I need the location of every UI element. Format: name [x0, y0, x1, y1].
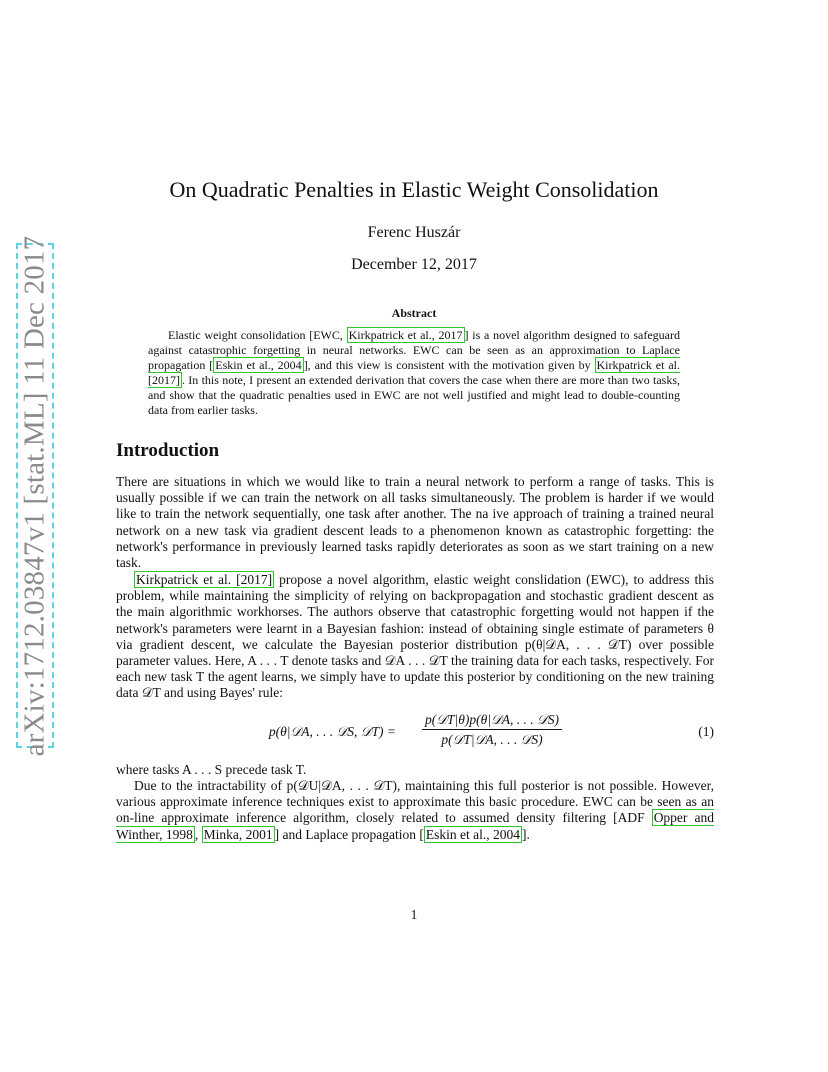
paper-date: December 12, 2017	[351, 256, 477, 273]
page-number: 1	[410, 907, 418, 922]
arxiv-identifier: arXiv:1712.03847v1 [stat.ML] 11 Dec 2017	[18, 235, 51, 756]
citation-link[interactable]: Eskin et al., 2004	[215, 358, 302, 372]
abstract-text-part: ] is a novel algorithm designed to safeguard against catastrophic forgetting in neural networks. EWC can be seen as an approximation to Laplace propagation [	[148, 328, 680, 372]
equation-lhs: p(θ|𝒟A, . . . 𝒟S, 𝒟T) =	[268, 724, 396, 739]
abstract-heading: Abstract	[391, 306, 437, 320]
abstract-text-part: . In this note, I present an extended derivation that covers the case when there are more than two tasks, and show that the quadratic penalties used in EWC are not well justified and might lead to double-counting data from earlier tasks.	[148, 373, 680, 417]
paragraph: where tasks A . . . S precede task T.	[116, 762, 307, 777]
paragraph: There are situations in which we would like to train a neural network to perform a range of tasks. This is usually possible if we can train the network on all tasks simultaneously. The problem is harder if we would like to train the network sequentially, one task after another. The na ive approach of training a trained neural network on a new task via gradient descent leads to a phenomenon known as catastrophic forgetting: the network's performance in previously learned tasks rapidly deteriorates as soon as we start training on a new task.	[116, 474, 714, 571]
citation-link[interactable]: Kirkpatrick et al. [2017]	[136, 572, 273, 587]
section-heading-introduction: Introduction	[116, 440, 220, 461]
paragraph-text: ,	[194, 826, 202, 842]
equation-1	[116, 712, 714, 752]
paragraph-text: ].	[521, 826, 530, 842]
equation-number: (1)	[698, 724, 714, 739]
abstract-text-part: Elastic weight consolidation [EWC,	[168, 328, 347, 342]
citation-link[interactable]: Opper and Winther, 1998	[116, 810, 715, 842]
citation-link[interactable]: Minka, 2001	[203, 826, 273, 842]
paper-title: On Quadratic Penalties in Elastic Weight Consolidation	[169, 177, 659, 202]
abstract-text	[148, 328, 680, 418]
paragraph	[116, 572, 714, 702]
citation-link[interactable]: Kirkpatrick et al. [2017]	[148, 358, 681, 387]
paragraph	[116, 778, 714, 843]
author-name: Ferenc Huszár	[367, 224, 461, 241]
equation-fraction	[422, 712, 562, 748]
paragraph-text: propose a novel algorithm, elastic weight conslidation (EWC), to address this problem, while maintaining the simplicity of relying on backpropagation and stochastic gradient descent as the main algorithmic workhorses. The authors observe that catastrophic forgetting would not happen if the network's parameters were learnt in a Bayesian fashion: instead of obtaining single estimate of parameters θ via gradient descent, we calculate the Bayesian posterior distribution p(θ|𝒟A, . . . 𝒟T) over possible parameter values. Here, A . . . T denote tasks and 𝒟A . . . 𝒟T the training data for each tasks, respectively. For each new task T the agent learns, we simply have to update this posterior by conditioning on the new training data 𝒟T and using Bayes' rule:	[116, 572, 714, 701]
paragraph-text: ] and Laplace propagation [	[274, 826, 424, 842]
paragraph-text: Due to the intractability of p(𝒟U|𝒟A, . . . 𝒟T), maintaining this full posterior is not possible. However, various approximate inference techniques exist to approximate this basic procedure. EWC can be seen as an on-line approximate inference algorithm, closely related to assumed density filtering [ADF	[116, 778, 714, 826]
equation-denominator: p(𝒟T|𝒟A, . . . 𝒟S)	[441, 732, 543, 747]
citation-link[interactable]: Kirkpatrick et al., 2017	[348, 328, 463, 342]
citation-link[interactable]: Eskin et al., 2004	[425, 826, 520, 842]
equation-numerator: p(𝒟T|θ)p(θ|𝒟A, . . . 𝒟S)	[422, 712, 562, 730]
abstract-text-part: ], and this view is consistent with the motivation given by	[303, 358, 595, 372]
